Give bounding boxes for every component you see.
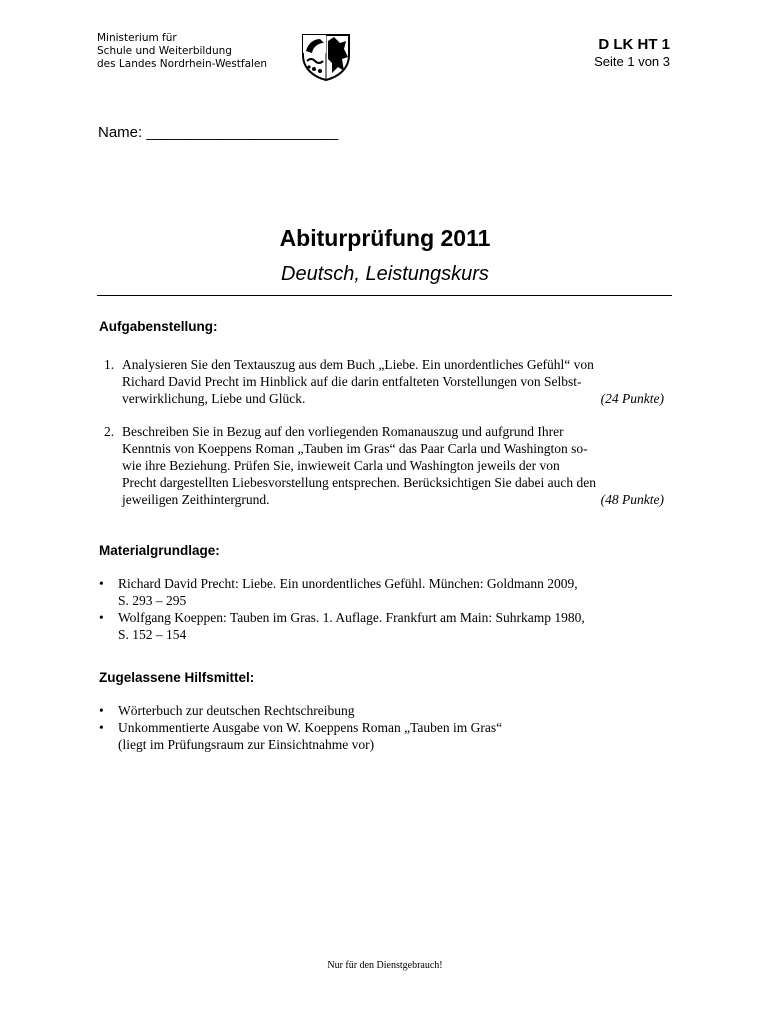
list-item-line: Richard David Precht: Liebe. Ein unordentliches Gefühl. München: Goldmann 2009, [118, 576, 578, 591]
section-heading-hilfsmittel: Zugelassene Hilfsmittel: [99, 670, 255, 685]
ministry-line: des Landes Nordrhein-Westfalen [97, 58, 268, 70]
ministry-line: Schule und Weiterbildung [97, 45, 232, 57]
bullet-icon: • [99, 576, 104, 591]
task-item [104, 423, 664, 508]
task-number: 1. [104, 357, 115, 372]
task-text-line: verwirklichung, Liebe und Glück. [122, 391, 306, 406]
list-item-line: S. 152 – 154 [118, 627, 187, 642]
task-points: (24 Punkte) [600, 391, 664, 406]
task-text-line: Richard David Precht im Hinblick auf die darin entfalteten Vorstellungen von Selbst- [122, 374, 582, 389]
list-item [99, 719, 664, 753]
divider [97, 295, 672, 296]
list-item-line: S. 293 – 295 [118, 593, 187, 608]
material-list [99, 575, 664, 643]
bullet-icon: • [99, 720, 104, 735]
task-text-line: Precht dargestellten Liebesvorstellung entsprechen. Berücksichtigen Sie dabei auch den [122, 475, 596, 490]
exam-code: D LK HT 1 [598, 36, 670, 53]
page-title: Abiturprüfung 2011 [279, 225, 491, 251]
page-indicator: Seite 1 von 3 [594, 54, 670, 69]
list-item [99, 702, 664, 719]
task-points: (48 Punkte) [600, 492, 664, 507]
list-item-line: Wolfgang Koeppen: Tauben im Gras. 1. Auflage. Frankfurt am Main: Suhrkamp 1980, [118, 610, 585, 625]
task-number: 2. [104, 424, 115, 439]
list-item [99, 575, 664, 609]
task-text-line: Analysieren Sie den Textauszug aus dem Buch „Liebe. Ein unordentliches Gefühl“ von [122, 357, 594, 372]
bullet-icon: • [99, 703, 104, 718]
exam-code-block [594, 36, 670, 70]
ministry-line: Ministerium für [97, 32, 177, 44]
list-item [99, 609, 664, 643]
hilfsmittel-list [99, 702, 664, 753]
list-item-line: (liegt im Prüfungsraum zur Einsichtnahme vor) [118, 737, 375, 752]
section-heading-aufgaben: Aufgabenstellung: [99, 319, 218, 334]
task-item [104, 356, 664, 407]
bullet-icon: • [99, 610, 104, 625]
list-item-line: Wörterbuch zur deutschen Rechtschreibung [118, 703, 355, 718]
task-text-line: wie ihre Beziehung. Prüfen Sie, inwieweit Carla und Washington jeweils der von [122, 458, 560, 473]
section-heading-material: Materialgrundlage: [99, 543, 220, 558]
nrw-coat-of-arms-icon [300, 33, 352, 81]
task-text-line: jeweiligen Zeithintergrund. [122, 492, 270, 507]
list-item-line: Unkommentierte Ausgabe von W. Koeppens Roman „Tauben im Gras“ [118, 720, 503, 735]
name-field: Name: _______________________ [98, 124, 339, 141]
task-text-line: Kenntnis von Koeppens Roman „Tauben im Gras“ das Paar Carla und Washington so- [122, 441, 588, 456]
task-text-line: Beschreiben Sie in Bezug auf den vorliegenden Romanauszug und aufgrund Ihrer [122, 424, 564, 439]
page-subtitle: Deutsch, Leistungskurs [281, 263, 489, 285]
ministry-name [97, 32, 267, 71]
footer-note: Nur für den Dienstgebrauch! [327, 960, 443, 971]
